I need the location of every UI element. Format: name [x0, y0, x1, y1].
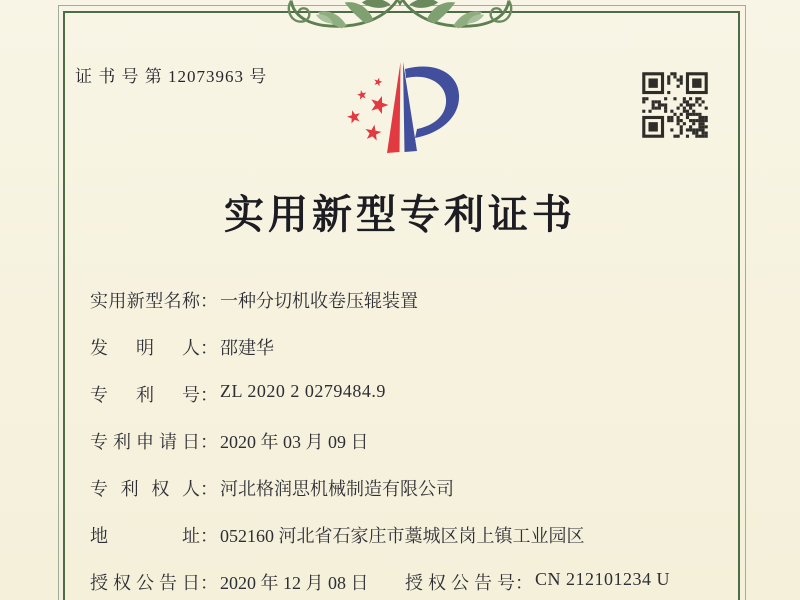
field-row-filing-date: [90, 428, 720, 475]
field-label: 发明人: [90, 338, 200, 358]
field-colon: ：: [200, 385, 218, 405]
qr-code-icon: [636, 66, 714, 144]
certificate-title: 实用新型专利证书: [224, 192, 576, 237]
flourish-ornament-icon: [278, 0, 522, 35]
field-colon: ：: [515, 573, 533, 593]
field-group-grant-number: [405, 569, 670, 595]
field-value: 河北格润思机械制造有限公司: [220, 479, 454, 499]
field-row-grant: [90, 569, 720, 600]
field-colon: ：: [200, 338, 218, 358]
certificate-number: 证 书 号 第 12073963 号: [75, 67, 268, 86]
field-value: 2020 年 12 月 08 日: [220, 573, 369, 593]
field-colon: ：: [200, 479, 218, 499]
certificate-fields: [90, 287, 720, 600]
field-row-patentee: [90, 475, 720, 522]
field-row-address: [90, 522, 720, 569]
field-value: 2020 年 03 月 09 日: [220, 432, 369, 452]
field-label: 授权公告日: [90, 573, 200, 593]
field-value: 一种分切机收卷压辊装置: [220, 291, 418, 311]
field-colon: ：: [200, 526, 218, 546]
field-row-utility-model-name: [90, 287, 720, 334]
field-colon: ：: [200, 432, 218, 452]
field-label: 专利号: [90, 385, 200, 405]
logo-p-mark: [387, 62, 459, 153]
field-label: 专利申请日: [90, 432, 200, 452]
field-value: 邵建华: [220, 338, 274, 358]
field-colon: ：: [200, 291, 218, 311]
logo-stars-icon: [346, 77, 391, 142]
field-colon: ：: [200, 573, 218, 593]
cnipa-patent-logo-icon: [343, 59, 465, 159]
field-value: CN 212101234 U: [535, 569, 671, 589]
field-label: 专利权人: [90, 479, 200, 499]
field-label: 实用新型名称: [90, 291, 200, 311]
field-label: 授权公告号: [405, 573, 515, 593]
field-value: 052160 河北省石家庄市藁城区岗上镇工业园区: [220, 526, 585, 546]
field-row-inventor: [90, 334, 720, 381]
field-value: ZL 2020 2 0279484.9: [220, 381, 386, 401]
field-row-patent-number: [90, 381, 720, 428]
field-group-grant-date: [90, 569, 369, 595]
field-label: 地址: [90, 526, 200, 546]
